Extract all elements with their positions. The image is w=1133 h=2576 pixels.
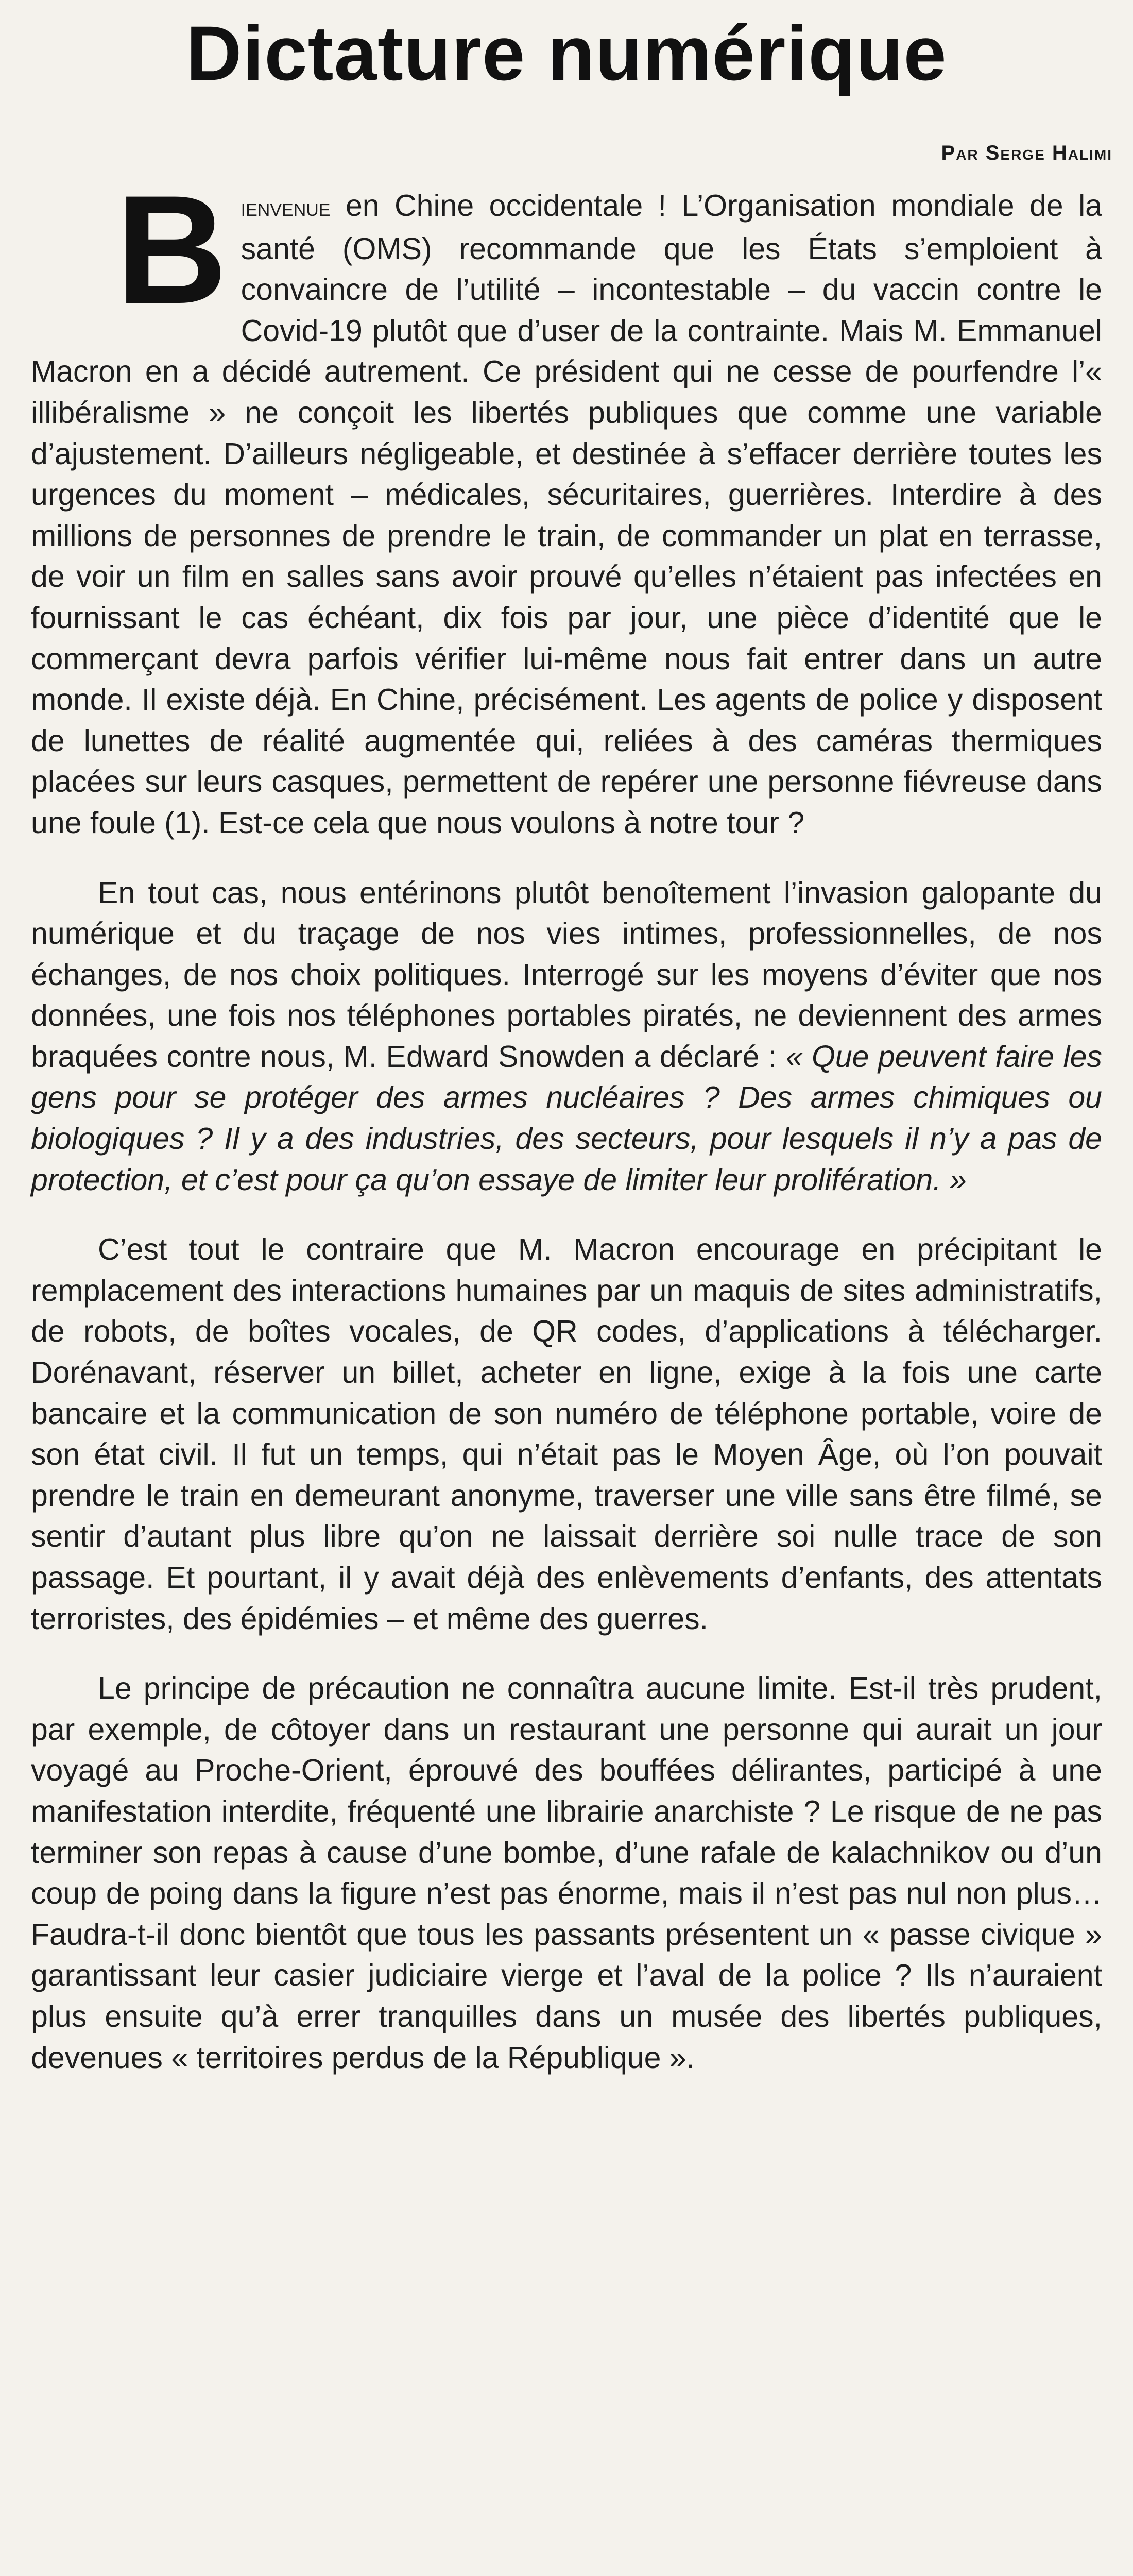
paragraph-3 — [31, 1229, 1102, 1639]
paragraph-2-text: En tout cas, nous entérinons plutôt benoîtement l’invasion galopante du numérique et du traçage de nos vies intimes, professionnelles, de nos échanges, de nos choix politiques. Interrogé sur les moyens d’éviter que nos données, une fois nos téléphones portables piratés, ne deviennent des armes braquées contre nous, M. Edward Snowden a déclaré : — [31, 875, 1102, 1074]
lead-in-small-caps: ienvenue — [241, 194, 331, 222]
drop-cap: B — [116, 163, 228, 336]
paragraph-3-text: C’est tout le contraire que M. Macron encourage en précipitant le remplacement des interactions humaines par un maquis de sites administratifs, de robots, de boîtes vocales, de QR codes, d’applications à télécharger. Dorénavant, réserver un billet, acheter en ligne, exige à la fois une carte bancaire et la communication de son numéro de téléphone portable, voire de son état civil. Il fut un temps, qui n’était pas le Moyen Âge, où l’on pouvait prendre le train en demeurant anonyme, traverser une ville sans être filmé, se sentir d’autant plus libre qu’on ne laissait derrière soi nulle trace de son passage. Et pourtant, il y avait déjà des enlèvements d’enfants, des attentats terroristes, des épidémies – et même des guerres. — [31, 1232, 1102, 1636]
byline: Par Serge Halimi — [941, 142, 1112, 164]
paragraph-1 — [31, 163, 1102, 844]
paragraph-4-text: Le principe de précaution ne connaîtra aucune limite. Est-il très prudent, par exemple, de côtoyer dans un restaurant une personne qui aurait un jour voyagé au Proche-Orient, éprouvé des bouffées délirantes, participé à une manifestation interdite, fréquenté une librairie anarchiste ? Le risque de ne pas terminer son repas à cause d’une bombe, d’une rafale de kalachnikov ou d’un coup de poing dans la figure n’est pas énorme, mais il n’est pas nul non plus… Faudra-t-il donc bientôt que tous les passants présentent un « passe civique » garantissant leur casier judiciaire vierge et l’aval de la police ? Ils n’auraient plus ensuite qu’à errer tranquilles dans un musée des libertés publiques, devenues « territoires perdus de la République ». — [31, 1671, 1102, 2075]
snowden-quote: « Que peuvent faire les gens pour se protéger des armes nucléaires ? Des armes chimiques ou biologiques ? Il y a des industries, des secteurs, pour lesquels il n’y a pas de protection, et c’est pour ça qu’on essaye de limiter leur prolifération. » — [31, 1039, 1102, 1197]
paragraph-2 — [31, 873, 1102, 1201]
paragraph-4 — [31, 1668, 1102, 2078]
paragraph-1-text: en Chine occidentale ! L’Organisation mondiale de la santé (OMS) recommande que les États s’emploient à convaincre de l’utilité – incontestable – du vaccin contre le Covid-19 plutôt que d’user de la contrainte. Mais M. Emmanuel Macron en a décidé autrement. Ce président qui ne cesse de pourfendre l’« illibéralisme » ne conçoit les libertés publiques que comme une variable d’ajustement. D’ailleurs négligeable, et destinée à s’effacer derrière toutes les urgences du moment – médicales, sécuritaires, guerrières. Interdire à des millions de personnes de prendre le train, de commander un plat en terrasse, de voir un film en salles sans avoir prouvé qu’elles n’étaient pas infectées en fournissant le cas échéant, dix fois par jour, une pièce d’identité que le commerçant devra parfois vérifier lui-même nous fait entrer dans un autre monde. Il existe déjà. En Chine, précisément. Les agents de police y disposent de lunettes de réalité augmentée qui, reliées à des caméras thermiques placées sur leurs casques, permettent de repérer une personne fiévreuse dans une foule (1). Est-ce cela que nous voulons à notre tour ? — [31, 189, 1102, 840]
article-title: Dictature numérique — [186, 10, 947, 96]
article-body — [31, 163, 1102, 2078]
